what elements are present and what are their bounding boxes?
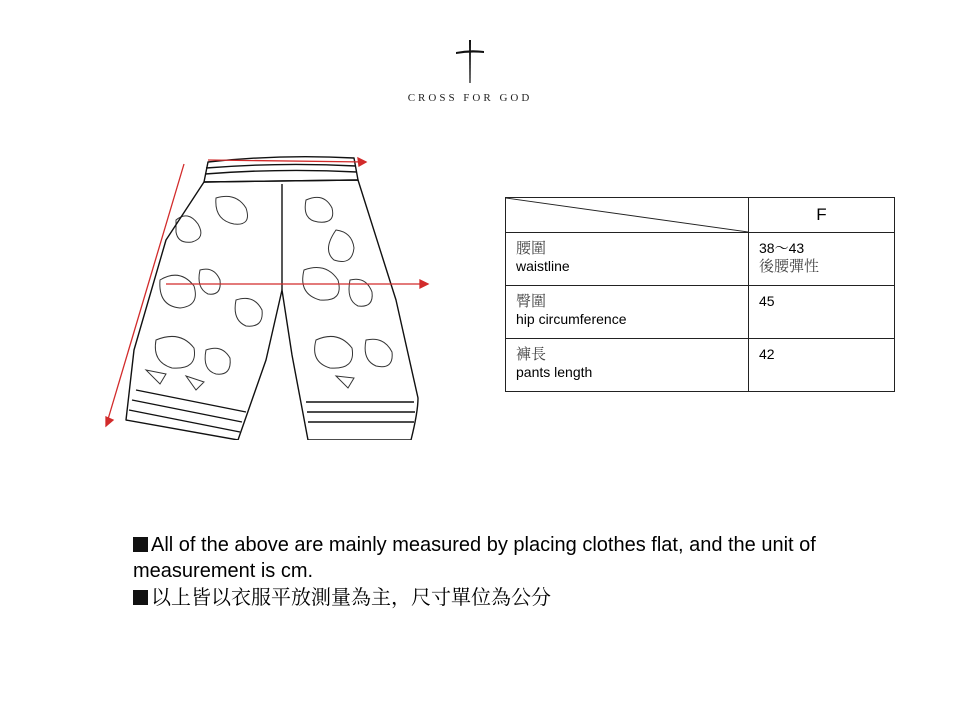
table-row (506, 233, 895, 286)
bullet-square-icon (133, 537, 148, 552)
measure-value: 45 (759, 293, 775, 309)
shorts-illustration (96, 150, 446, 440)
size-table (505, 197, 895, 392)
measure-label-en: pants length (516, 364, 593, 380)
measurement-notes (133, 532, 893, 610)
brand-logo (380, 38, 560, 108)
brand-name: CROSS FOR GOD (407, 92, 533, 104)
measure-label-en: waistline (516, 258, 570, 274)
measure-value-cell (749, 286, 895, 339)
table-header-row (506, 198, 895, 233)
measure-label-cell (506, 339, 749, 392)
diagonal-header-cell (506, 198, 749, 233)
note-english-text: All of the above are mainly measured by placing clothes flat, and the unit of measurement is cm. (133, 534, 816, 582)
measure-label-cell (506, 233, 749, 286)
measure-value-note: 後腰彈性 (759, 257, 820, 275)
bullet-square-icon (133, 590, 148, 605)
note-chinese (133, 584, 893, 610)
measure-value-cell (749, 233, 895, 286)
measure-label-zh: 臀圍 (516, 292, 547, 310)
table-row (506, 339, 895, 392)
measure-label-zh: 褲長 (516, 345, 547, 363)
note-english (133, 532, 893, 584)
measure-label-zh: 腰圍 (516, 239, 547, 257)
measure-value: 42 (759, 346, 775, 362)
note-chinese-text: 以上皆以衣服平放測量為主，尺寸單位為公分 (151, 585, 551, 609)
measure-value-cell (749, 339, 895, 392)
cross-icon (380, 38, 560, 84)
size-header-cell: F (749, 198, 895, 233)
measure-value: 38～43 (759, 240, 805, 256)
measure-label-cell (506, 286, 749, 339)
table-row (506, 286, 895, 339)
measure-label-en: hip circumference (516, 311, 627, 327)
